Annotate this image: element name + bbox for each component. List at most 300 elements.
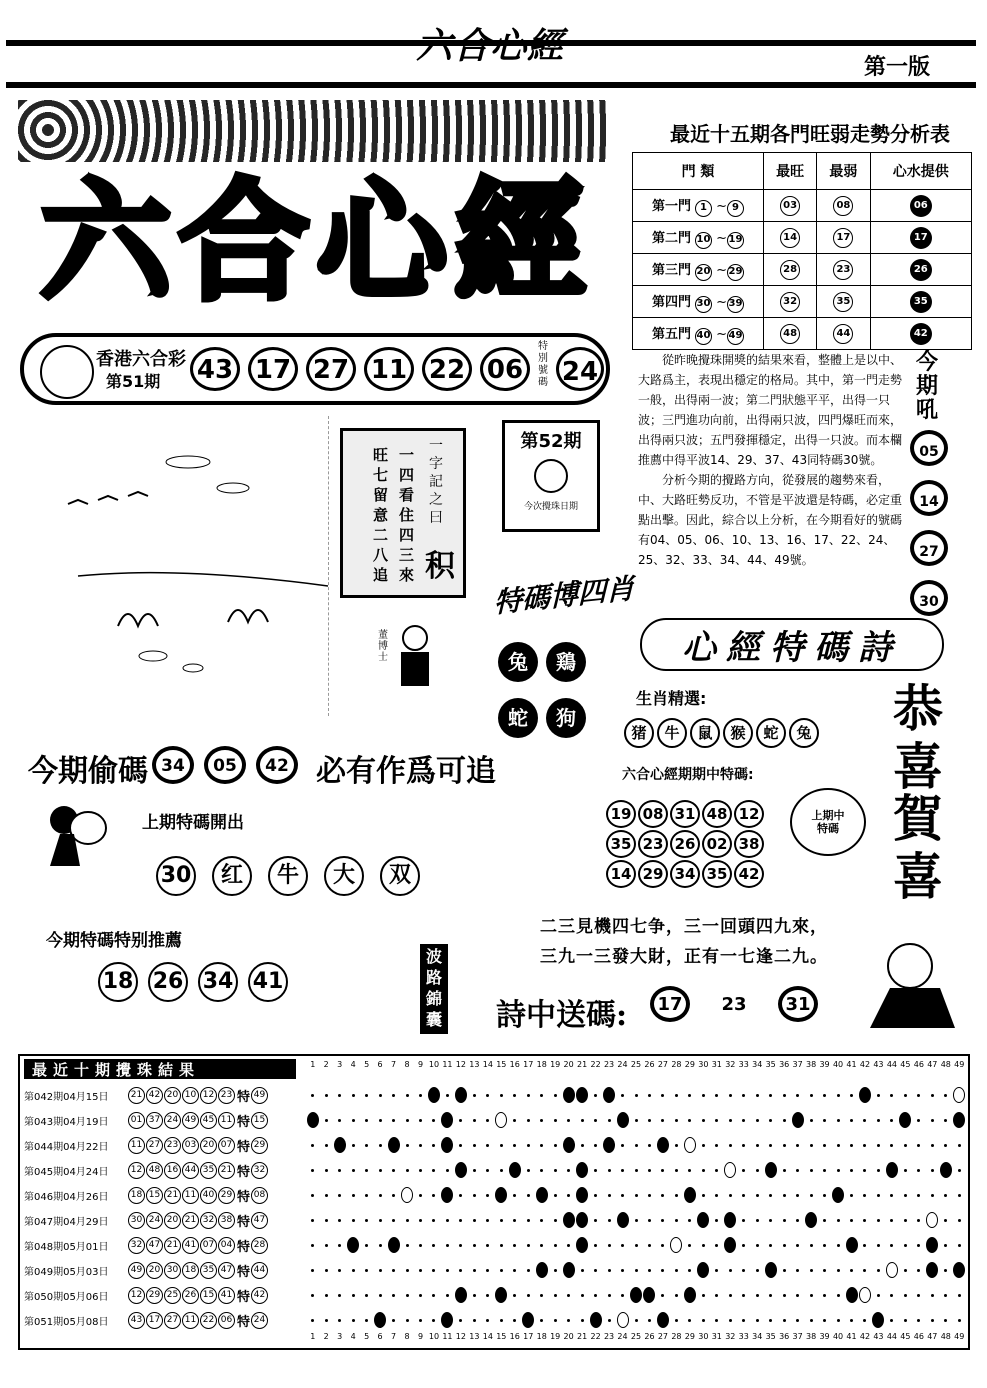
- grid-dot: [392, 1194, 395, 1197]
- grid-number-mark: [792, 1112, 804, 1128]
- trend-table: [632, 152, 972, 350]
- grid-dot: [944, 1194, 947, 1197]
- grid-dot: [325, 1269, 328, 1272]
- grid-dot: [365, 1169, 368, 1172]
- grid-number-mark: [832, 1187, 844, 1203]
- grid-dot: [365, 1094, 368, 1097]
- jinqi-ball: 05: [910, 430, 948, 466]
- grid-dot: [311, 1244, 314, 1247]
- grid-dot: [500, 1144, 503, 1147]
- axis-bottom-label: 49: [954, 1332, 965, 1341]
- trend-hot-value: 48: [780, 324, 800, 344]
- grid-dot: [890, 1119, 893, 1122]
- last-special-label: 上期特碼開出: [142, 813, 244, 833]
- grid-dot: [904, 1319, 907, 1322]
- grid-number-mark: [724, 1212, 736, 1228]
- hit-number: 38: [734, 830, 764, 858]
- grid-dot: [486, 1119, 489, 1122]
- grid-dot: [500, 1169, 503, 1172]
- analysis-text: [638, 350, 906, 570]
- trend-hot: [764, 318, 817, 350]
- trend-hot: [764, 222, 817, 254]
- recommend-numbers: [98, 962, 298, 1002]
- trend-row: [633, 190, 972, 222]
- axis-top-label: 43: [873, 1060, 884, 1069]
- trend-range-end: 29: [727, 264, 744, 281]
- trend-hot-value: 03: [780, 196, 800, 216]
- axis-top-label: 25: [630, 1060, 642, 1069]
- axis-top-label: 45: [900, 1060, 911, 1069]
- grid-dot: [432, 1144, 435, 1147]
- grid-number-mark: [765, 1262, 777, 1278]
- axis-bottom-label: 3: [337, 1332, 343, 1341]
- special-number-label: 特別號碼: [538, 341, 548, 388]
- results-number: 01: [128, 1112, 145, 1129]
- grid-dot: [486, 1319, 489, 1322]
- grid-dot: [432, 1294, 435, 1297]
- grid-dot: [917, 1194, 920, 1197]
- grid-dot: [823, 1144, 826, 1147]
- grid-dot: [917, 1094, 920, 1097]
- grid-dot: [675, 1269, 678, 1272]
- grid-dot: [635, 1319, 638, 1322]
- trend-cold-value: 44: [833, 324, 853, 344]
- grid-number-mark: [846, 1237, 858, 1253]
- grid-dot: [810, 1269, 813, 1272]
- results-number: 04: [218, 1237, 235, 1254]
- results-row-label: 第043期04月19日: [24, 1117, 109, 1128]
- grid-dot: [554, 1244, 557, 1247]
- grid-dot: [931, 1294, 934, 1297]
- trend-tip: [870, 254, 971, 286]
- grid-dot: [688, 1219, 691, 1222]
- grid-dot: [486, 1169, 489, 1172]
- grid-dot: [459, 1319, 462, 1322]
- zodiac-pick-animal: 猴: [723, 718, 753, 748]
- grid-special-mark: [886, 1262, 898, 1278]
- grid-dot: [837, 1094, 840, 1097]
- grid-dot: [352, 1094, 355, 1097]
- results-row-label: 第049期05月03日: [24, 1267, 109, 1278]
- grid-dot: [352, 1144, 355, 1147]
- grid-number-mark: [926, 1262, 938, 1278]
- axis-bottom-label: 25: [630, 1332, 642, 1341]
- badge-note: 今次攪珠日期: [523, 502, 578, 512]
- grid-number-mark: [886, 1162, 898, 1178]
- grid-dot: [890, 1319, 893, 1322]
- hit-row: [606, 860, 786, 888]
- thief-character-icon: [40, 800, 110, 866]
- axis-top-label: 37: [792, 1060, 803, 1069]
- doctor-caption: 董博士: [378, 630, 388, 663]
- grid-dot: [796, 1319, 799, 1322]
- trend-tip-value: 26: [910, 259, 932, 281]
- grid-dot: [540, 1319, 543, 1322]
- results-axis-top: [306, 1060, 966, 1078]
- grid-dot: [419, 1094, 422, 1097]
- grid-dot: [917, 1294, 920, 1297]
- grid-dot: [365, 1294, 368, 1297]
- recommend-label: 今期特碼特别推薦: [46, 931, 182, 951]
- zodiac-pick-label: 生肖精選:: [636, 689, 707, 708]
- grid-dot: [446, 1244, 449, 1247]
- grid-number-mark: [953, 1262, 965, 1278]
- grid-dot: [837, 1294, 840, 1297]
- hit-number: 23: [638, 830, 668, 858]
- axis-top-label: 36: [779, 1060, 790, 1069]
- grid-dot: [581, 1269, 584, 1272]
- axis-top-label: 13: [469, 1060, 480, 1069]
- last-special-item: 双: [380, 856, 420, 896]
- grid-dot: [486, 1269, 489, 1272]
- results-number: 18: [182, 1262, 199, 1279]
- grid-dot: [796, 1269, 799, 1272]
- results-number: 25: [164, 1287, 181, 1304]
- hit-stamp: [790, 788, 866, 856]
- hit-number: 26: [670, 830, 700, 858]
- trend-cold: [817, 190, 870, 222]
- grid-dot: [648, 1119, 651, 1122]
- grid-dot: [608, 1244, 611, 1247]
- grid-dot: [863, 1219, 866, 1222]
- axis-top-label: 7: [391, 1060, 397, 1069]
- grid-dot: [917, 1269, 920, 1272]
- grid-number-mark: [455, 1287, 467, 1303]
- grid-dot: [944, 1294, 947, 1297]
- grid-dot: [527, 1194, 530, 1197]
- grid-number-mark: [953, 1112, 965, 1128]
- grid-dot: [863, 1269, 866, 1272]
- last-special-item: 30: [156, 856, 196, 896]
- results-number: 48: [146, 1162, 163, 1179]
- grid-dot: [338, 1294, 341, 1297]
- grid-number-mark: [509, 1162, 521, 1178]
- hero-banner: [18, 100, 608, 330]
- axis-top-label: 8: [404, 1060, 410, 1069]
- results-special-char: 特: [237, 1165, 251, 1180]
- grid-number-mark: [697, 1262, 709, 1278]
- illustration-panel: [28, 416, 329, 716]
- grid-dot: [540, 1169, 543, 1172]
- grid-dot: [594, 1169, 597, 1172]
- steal-number: 05: [204, 746, 246, 784]
- grid-dot: [527, 1294, 530, 1297]
- grid-dot: [513, 1144, 516, 1147]
- grid-dot: [486, 1144, 489, 1147]
- grid-dot: [365, 1269, 368, 1272]
- axis-bottom-label: 23: [603, 1332, 615, 1341]
- grid-dot: [419, 1119, 422, 1122]
- grid-dot: [944, 1119, 947, 1122]
- results-special-number: 24: [251, 1312, 268, 1329]
- grid-number-mark: [576, 1162, 588, 1178]
- grid-dot: [877, 1244, 880, 1247]
- grid-dot: [837, 1144, 840, 1147]
- grid-dot: [311, 1269, 314, 1272]
- grid-dot: [352, 1319, 355, 1322]
- axis-top-label: 11: [442, 1060, 453, 1069]
- grid-dot: [311, 1144, 314, 1147]
- results-number: 44: [182, 1162, 199, 1179]
- grid-dot: [796, 1244, 799, 1247]
- grid-dot: [621, 1194, 624, 1197]
- draw-ball: 27: [306, 347, 356, 391]
- trend-hot: [764, 286, 817, 318]
- results-number: 27: [146, 1137, 163, 1154]
- grid-number-mark: [374, 1312, 386, 1328]
- grid-dot: [877, 1094, 880, 1097]
- results-special-number: 29: [251, 1137, 268, 1154]
- grid-dot: [863, 1319, 866, 1322]
- grid-special-mark: [401, 1187, 413, 1203]
- axis-bottom-label: 45: [900, 1332, 911, 1341]
- grid-dot: [877, 1219, 880, 1222]
- axis-top-label: 40: [832, 1060, 844, 1069]
- grid-dot: [958, 1144, 961, 1147]
- results-special-char: 特: [237, 1090, 251, 1105]
- axis-bottom-label: 16: [509, 1332, 520, 1341]
- grid-dot: [311, 1294, 314, 1297]
- grid-dot: [581, 1294, 584, 1297]
- grid-dot: [863, 1194, 866, 1197]
- grid-dot: [729, 1119, 732, 1122]
- results-row: [24, 1083, 306, 1108]
- grid-dot: [783, 1319, 786, 1322]
- axis-bottom-label: 27: [657, 1332, 669, 1341]
- grid-number-mark: [334, 1137, 346, 1153]
- grid-dot: [729, 1144, 732, 1147]
- results-number: 49: [182, 1112, 199, 1129]
- axis-top-label: 3: [337, 1060, 343, 1069]
- jinqi-label: 今期吼: [916, 349, 939, 423]
- results-row: [24, 1208, 306, 1233]
- trend-header-category: 門 類: [633, 153, 764, 190]
- axis-bottom-label: 11: [442, 1332, 453, 1341]
- jinqi-ball: 30: [910, 580, 948, 616]
- grid-dot: [540, 1294, 543, 1297]
- hit-row: [606, 800, 786, 828]
- trend-range-end: 9: [727, 200, 744, 217]
- results-row: [24, 1308, 306, 1333]
- grid-dot: [486, 1219, 489, 1222]
- grid-number-mark: [388, 1237, 400, 1253]
- results-special-char: 特: [237, 1265, 251, 1280]
- grid-dot: [432, 1319, 435, 1322]
- landscape-illustration: [28, 416, 328, 716]
- grid-dot: [567, 1119, 570, 1122]
- grid-dot: [823, 1319, 826, 1322]
- grid-dot: [352, 1219, 355, 1222]
- grid-dot: [890, 1219, 893, 1222]
- axis-bottom-label: 12: [455, 1332, 466, 1341]
- grid-dot: [446, 1169, 449, 1172]
- grid-dot: [648, 1144, 651, 1147]
- grid-dot: [365, 1244, 368, 1247]
- grid-dot: [473, 1194, 476, 1197]
- grid-dot: [661, 1244, 664, 1247]
- grid-dot: [729, 1319, 732, 1322]
- grid-dot: [769, 1194, 772, 1197]
- grid-dot: [917, 1144, 920, 1147]
- grid-dot: [715, 1094, 718, 1097]
- grid-dot: [540, 1144, 543, 1147]
- grid-dot: [406, 1119, 409, 1122]
- grid-dot: [715, 1194, 718, 1197]
- axis-top-label: 38: [806, 1060, 817, 1069]
- grid-dot: [352, 1169, 355, 1172]
- grid-dot: [338, 1119, 341, 1122]
- grid-dot: [352, 1294, 355, 1297]
- grid-number-mark: [563, 1212, 575, 1228]
- grid-dot: [769, 1294, 772, 1297]
- axis-top-label: 17: [523, 1060, 534, 1069]
- axis-top-label: 15: [496, 1060, 507, 1069]
- axis-bottom-label: 17: [523, 1332, 534, 1341]
- grid-number-mark: [926, 1237, 938, 1253]
- grid-dot: [513, 1094, 516, 1097]
- poem-line-2: 三九一三發大財，正有一七逢二九。: [540, 947, 828, 967]
- grid-dot: [958, 1194, 961, 1197]
- grid-dot: [608, 1319, 611, 1322]
- axis-top-label: 6: [377, 1060, 383, 1069]
- grid-number-mark: [428, 1087, 440, 1103]
- trend-category: 第四門 30 ~ 39: [633, 286, 764, 318]
- grid-dot: [769, 1144, 772, 1147]
- trend-name: 第五門: [651, 326, 691, 342]
- trend-category: 第二門 10 ~ 19: [633, 222, 764, 254]
- axis-bottom-label: 20: [563, 1332, 574, 1341]
- grid-dot: [635, 1169, 638, 1172]
- grid-dot: [661, 1169, 664, 1172]
- grid-dot: [958, 1169, 961, 1172]
- grid-dot: [904, 1219, 907, 1222]
- grid-dot: [608, 1269, 611, 1272]
- axis-top-label: 35: [765, 1060, 776, 1069]
- grid-dot: [688, 1119, 691, 1122]
- last-special-items: [156, 856, 436, 896]
- results-number: 20: [164, 1087, 181, 1104]
- hit-number: 31: [670, 800, 700, 828]
- grid-dot: [594, 1219, 597, 1222]
- results-special-char: 特: [237, 1315, 251, 1330]
- hit-number: 48: [702, 800, 732, 828]
- grid-dot: [661, 1094, 664, 1097]
- results-special-char: 特: [237, 1190, 251, 1205]
- grid-dot: [904, 1169, 907, 1172]
- results-special-number: 32: [251, 1162, 268, 1179]
- grid-number-mark: [657, 1137, 669, 1153]
- grid-dot: [406, 1244, 409, 1247]
- jinqi-numbers: [910, 430, 954, 630]
- grid-dot: [581, 1319, 584, 1322]
- grid-dot: [513, 1194, 516, 1197]
- grid-number-mark: [563, 1087, 575, 1103]
- last-draw-bar: [20, 333, 610, 405]
- grid-dot: [325, 1294, 328, 1297]
- grid-dot: [877, 1269, 880, 1272]
- edition-label: 第一版: [864, 55, 931, 80]
- results-row-label: 第050期05月06日: [24, 1292, 109, 1303]
- results-panel: [18, 1054, 970, 1350]
- results-number: 35: [200, 1262, 217, 1279]
- grid-dot: [527, 1144, 530, 1147]
- grid-dot: [513, 1269, 516, 1272]
- grid-number-mark: [846, 1287, 858, 1303]
- grid-dot: [486, 1294, 489, 1297]
- trend-title: 最近十五期各門旺弱走勢分析表: [670, 122, 950, 146]
- badge-period: 第52期: [520, 431, 582, 452]
- poem-send-number: 23: [721, 994, 747, 1015]
- steal-number: 42: [256, 746, 298, 784]
- grid-dot: [796, 1219, 799, 1222]
- grid-dot: [850, 1094, 853, 1097]
- grid-dot: [944, 1094, 947, 1097]
- axis-top-label: 46: [913, 1060, 924, 1069]
- grid-dot: [608, 1219, 611, 1222]
- axis-bottom-label: 22: [590, 1332, 601, 1341]
- trend-header-cold: 最弱: [817, 153, 870, 190]
- grid-number-mark: [522, 1312, 534, 1328]
- grid-dot: [608, 1119, 611, 1122]
- grid-dot: [823, 1219, 826, 1222]
- trend-tip: [870, 286, 971, 318]
- grid-dot: [917, 1119, 920, 1122]
- grid-dot: [325, 1144, 328, 1147]
- grid-dot: [702, 1294, 705, 1297]
- grid-dot: [311, 1194, 314, 1197]
- grid-dot: [392, 1269, 395, 1272]
- results-number: 35: [200, 1162, 217, 1179]
- results-number: 16: [164, 1162, 181, 1179]
- last-special-item: 大: [324, 856, 364, 896]
- grid-dot: [540, 1094, 543, 1097]
- trend-cold: [817, 222, 870, 254]
- jinqi-ball: 14: [910, 480, 948, 516]
- grid-dot: [554, 1269, 557, 1272]
- grid-number-mark: [576, 1187, 588, 1203]
- grid-dot: [473, 1169, 476, 1172]
- grid-dot: [419, 1294, 422, 1297]
- results-rows: [24, 1083, 306, 1333]
- grid-dot: [931, 1319, 934, 1322]
- grid-dot: [554, 1219, 557, 1222]
- scroll-panel: [340, 428, 466, 598]
- results-special-char: 特: [237, 1240, 251, 1255]
- trend-tip: [870, 190, 971, 222]
- axis-top-label: 48: [940, 1060, 951, 1069]
- grid-dot: [810, 1294, 813, 1297]
- grid-dot: [675, 1194, 678, 1197]
- grid-dot: [648, 1169, 651, 1172]
- trend-cold-value: 23: [833, 260, 853, 280]
- results-number: 41: [182, 1237, 199, 1254]
- grid-dot: [311, 1319, 314, 1322]
- lottery-period: 第51期: [106, 372, 161, 391]
- trend-hot-value: 14: [780, 228, 800, 248]
- results-number: 24: [146, 1212, 163, 1229]
- trend-row: [633, 318, 972, 350]
- grid-dot: [783, 1144, 786, 1147]
- grid-dot: [877, 1194, 880, 1197]
- results-number: 12: [200, 1087, 217, 1104]
- grid-dot: [756, 1319, 759, 1322]
- grid-dot: [729, 1269, 732, 1272]
- grid-dot: [446, 1219, 449, 1222]
- scholar-character-icon: [850, 930, 960, 1030]
- grid-dot: [379, 1219, 382, 1222]
- zodiac-animal: 鶏: [546, 642, 586, 682]
- hit-number: 42: [734, 860, 764, 888]
